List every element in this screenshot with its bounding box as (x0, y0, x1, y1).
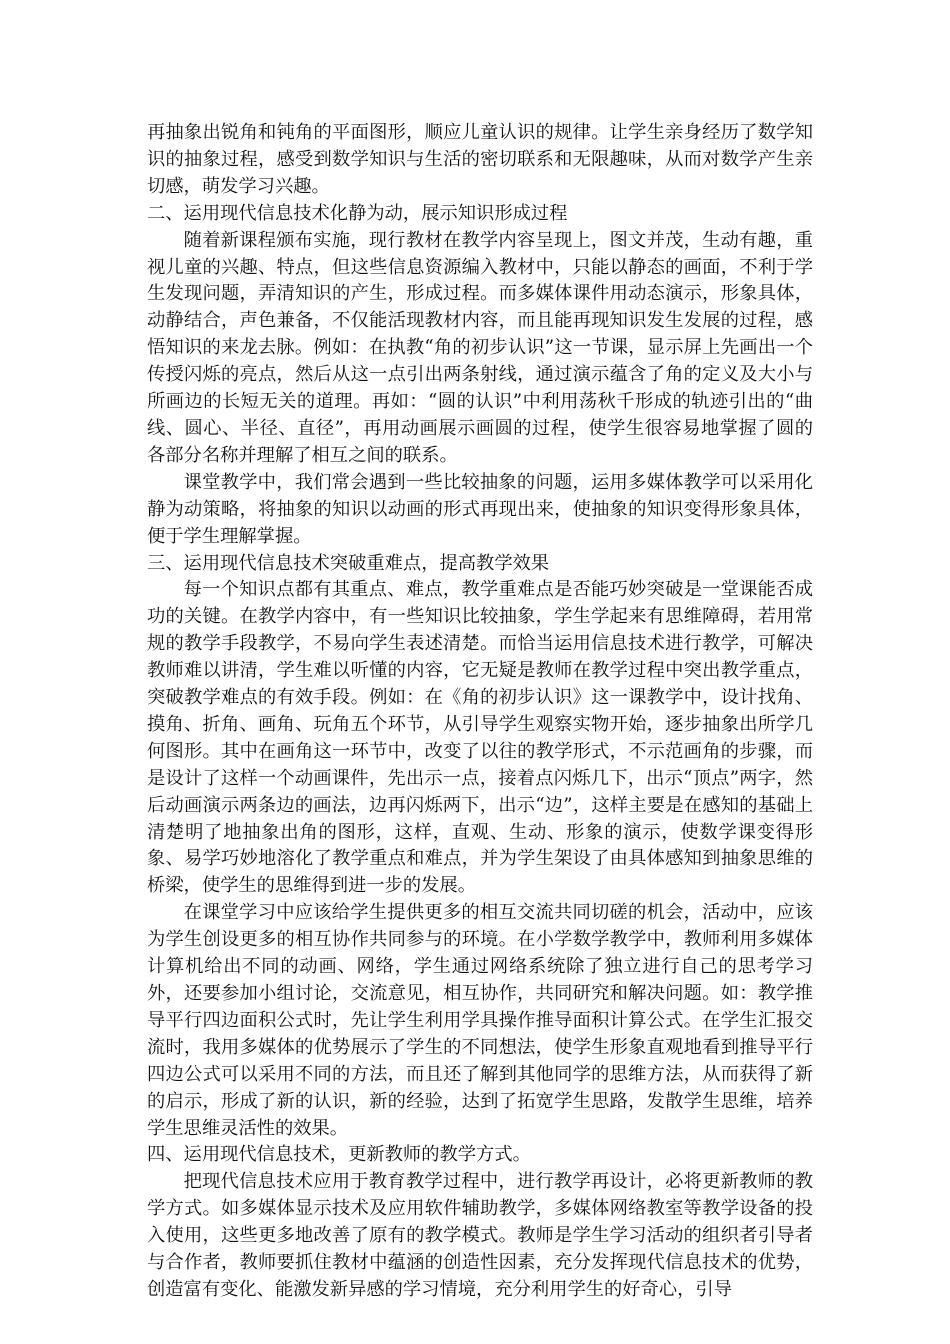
section-heading-4: 四、运用现代信息技术，更新教师的教学方式。 (147, 1144, 531, 1166)
paragraph: 随着新课程颁布实施，现行教材在教学内容呈现上，图文并茂，生动有趣，重视儿童的兴趣、特点，但这些信息资源编入教材中，只能以静态的画面，不利于学生发现问题，弄清知识的产生，形成过程。而多媒体课件用动态演示，形象具体，动静结合，声色兼备，不仅能活现教材内容，而且能再现知识发生发展的过程，感悟知识的来龙去脉。例如：在执教“角的初步认识”这一节课，显示屏上先画出一个传授闪烁的亮点，然后从这一点引出两条射线，通过演示蕴含了角的定义及大小与所画边的长短无关的道理。再如：“圆的认识”中利用荡秋千形成的轨迹引出的“曲线、圆心、半径、直径”，再用动画展示画圆的过程，使学生很容易地掌握了圆的各部分名称并理解了相互之间的联系。 (147, 229, 813, 466)
document-page (147, 120, 813, 1304)
section-heading-2: 二、运用现代信息技术化静为动，展示知识形成过程 (147, 202, 568, 224)
paragraph-continued: 再抽象出锐角和钝角的平面图形，顺应儿童认识的规律。让学生亲身经历了数学知识的抽象过程，感受到数学知识与生活的密切联系和无限趣味，从而对数学产生亲切感，萌发学习兴趣。 (147, 122, 813, 197)
paragraph: 每一个知识点都有其重点、难点，教学重难点是否能巧妙突破是一堂课能否成功的关键。在教学内容中，有一些知识比较抽象，学生学起来有思维障碍，若用常规的教学手段教学，不易向学生表述清楚。而恰当运用信息技术进行教学，可解决教师难以讲清，学生难以听懂的内容，它无疑是教师在教学过程中突出教学重点，突破教学难点的有效手段。例如：在《角的初步认识》这一课教学中，设计找角、摸角、折角、画角、玩角五个环节，从引导学生观察实物开始，逐步抽象出所学几何图形。其中在画角这一环节中，改变了以往的教学形式，不示范画角的步骤，而是设计了这样一个动画课件，先出示一点，接着点闪烁几下，出示“顶点”两字，然后动画演示两条边的画法，边再闪烁两下，出示“边”，这样主要是在感知的基础上清楚明了地抽象出角的图形，这样，直观、生动、形象的演示，使数学课变得形象、易学巧妙地溶化了教学重点和难点，并为学生架设了由具体感知到抽象思维的桥梁，使学生的思维得到进一步的发展。 (147, 579, 813, 897)
paragraph: 把现代信息技术应用于教育教学过程中，进行教学再设计，必将更新教师的教学方式。如多媒体显示技术及应用软件辅助教学，多媒体网络教室等教学设备的投入使用，这些更多地改善了原有的教学模式。教师是学生学习活动的组织者引导者与合作者，教师要抓住教材中蕴涵的创造性因素，充分发挥现代信息技术的优势，创造富有变化、能激发新异感的学习情境，充分利用学生的好奇心，引导 (147, 1171, 813, 1300)
paragraph: 课堂教学中，我们常会遇到一些比较抽象的问题，运用多媒体教学可以采用化静为动策略，将抽象的知识以动画的形式再现出来，使抽象的知识变得形象具体，便于学生理解掌握。 (147, 471, 813, 547)
paragraph: 在课堂学习中应该给学生提供更多的相互交流共同切磋的机会，活动中，应该为学生创设更多的相互协作共同参与的环境。在小学数学教学中，教师利用多媒体计算机给出不同的动画、网络，学生通过网络系统除了独立进行自己的思考学习外，还要参加小组讨论，交流意见，相互协作，共同研究和解决问题。如：教学推导平行四边面积公式时，先让学生利用学具操作推导面积计算公式。在学生汇报交流时，我用多媒体的优势展示了学生的不同想法，使学生形象直观地看到推导平行四边公式可以采用不同的方法，而且还了解到其他同学的思维方法，从而获得了新的启示，形成了新的认识，新的经验，达到了拓宽学生思路，发散学生思维，培养学生思维灵活性的效果。 (147, 902, 813, 1139)
section-heading-3: 三、运用现代信息技术突破重难点，提高教学效果 (147, 552, 550, 574)
